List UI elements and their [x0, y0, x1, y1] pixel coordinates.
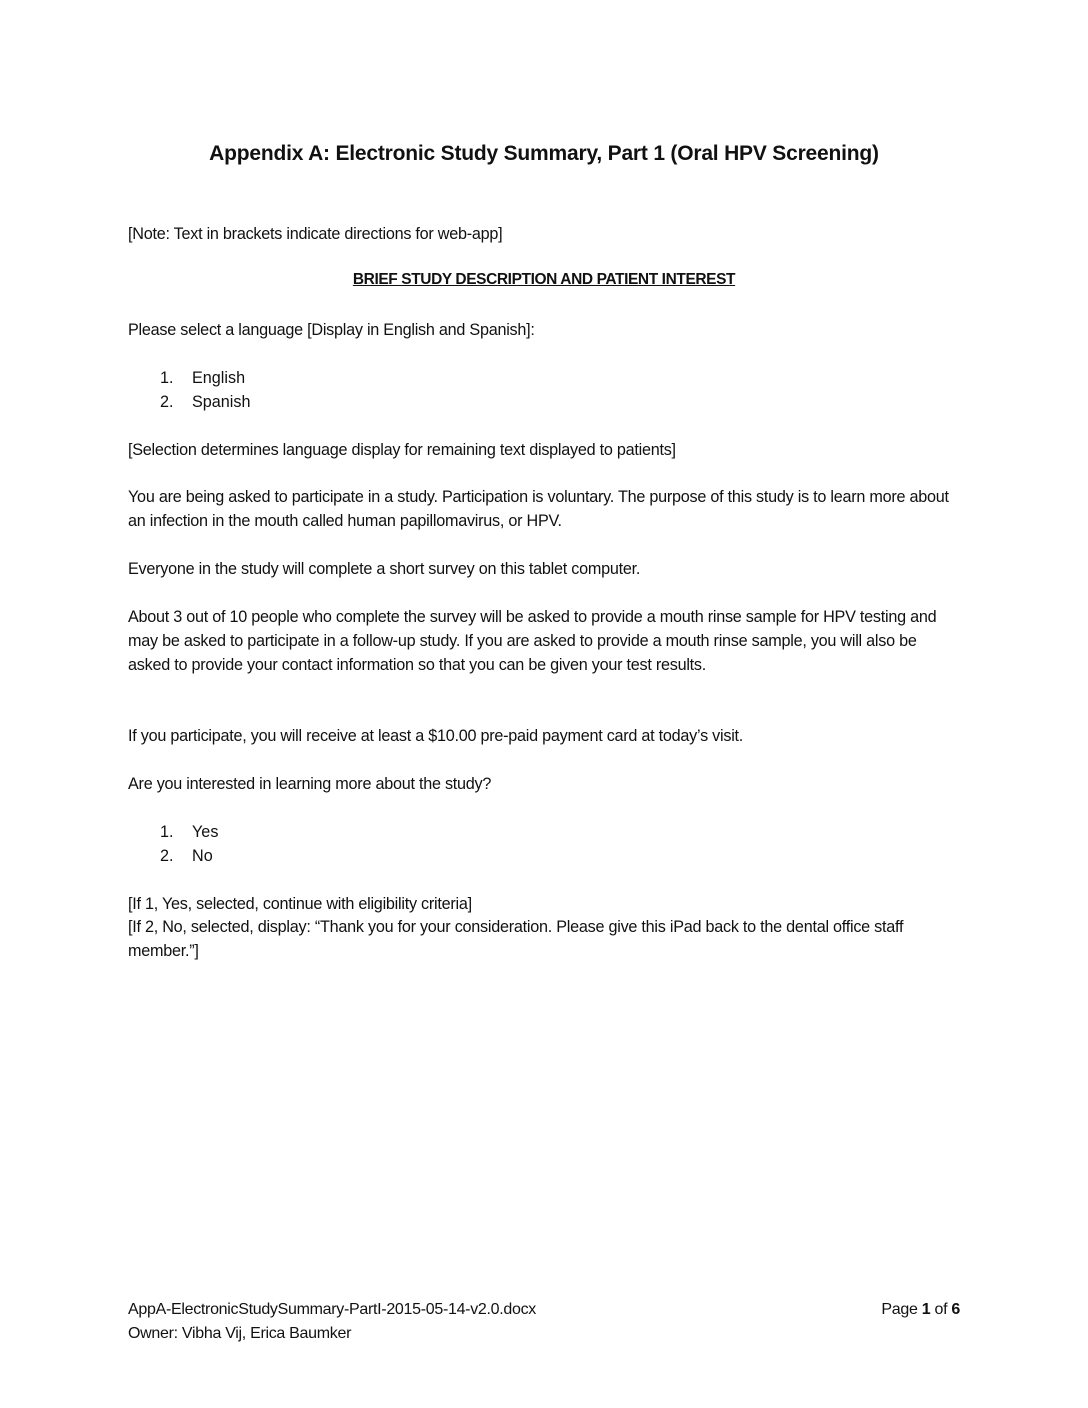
paragraph-purpose: You are being asked to participate in a study. Participation is voluntary. The purpose of this study is to learn more about an infection in the mouth called human papillomavirus, or HPV.	[128, 488, 949, 530]
document-title: Appendix A: Electronic Study Summary, Part 1 (Oral HPV Screening)	[209, 142, 879, 165]
list-number: 1.	[160, 369, 174, 387]
list-label: Yes	[192, 823, 219, 841]
footer-filename: AppA-ElectronicStudySummary-PartI-2015-05-14-v2.0.docx	[128, 1301, 536, 1318]
interest-option-yes[interactable]	[160, 820, 218, 844]
language-direction: [Selection determines language display for remaining text displayed to patients]	[128, 441, 676, 459]
list-label: No	[192, 847, 213, 865]
page-current: 1	[921, 1301, 931, 1318]
interest-option-no[interactable]	[160, 844, 218, 868]
interest-question: Are you interested in learning more about the study?	[128, 775, 492, 793]
web-app-note: [Note: Text in brackets indicate directions for web-app]	[128, 225, 503, 243]
paragraph-payment: If you participate, you will receive at least a $10.00 pre-paid payment card at today’s visit.	[128, 727, 744, 745]
footer-owner: Owner: Vibha Vij, Erica Baumker	[128, 1325, 352, 1342]
list-label: Spanish	[192, 393, 251, 411]
paragraph-survey: Everyone in the study will complete a short survey on this tablet computer.	[128, 560, 641, 578]
direction-no: [If 2, No, selected, display: “Thank you for your consideration. Please give this iPad back to the dental office staff member.”]	[128, 918, 904, 960]
language-prompt: Please select a language [Display in English and Spanish]:	[128, 321, 535, 339]
list-number: 1.	[160, 823, 174, 841]
language-option-english[interactable]	[160, 366, 251, 390]
language-option-spanish[interactable]	[160, 390, 251, 414]
page-total: 6	[951, 1301, 960, 1318]
list-number: 2.	[160, 393, 174, 411]
paragraph-rinse-sample: About 3 out of 10 people who complete the survey will be asked to provide a mouth rinse sample for HPV testing and may be asked to participate in a follow-up study. If you are asked to provide a mouth rinse sample, you will also be asked to provide your contact information so that you can be given your test results.	[128, 608, 937, 674]
page-of: of	[930, 1301, 952, 1318]
footer-left	[128, 1298, 536, 1346]
section-heading: BRIEF STUDY DESCRIPTION AND PATIENT INTEREST	[352, 271, 736, 288]
page-prefix: Page	[881, 1301, 922, 1318]
interest-options-list	[160, 820, 218, 868]
direction-yes: [If 1, Yes, selected, continue with eligibility criteria]	[128, 895, 472, 913]
list-number: 2.	[160, 847, 174, 865]
language-options-list	[160, 366, 251, 414]
list-label: English	[192, 369, 246, 387]
page-number	[881, 1298, 960, 1322]
